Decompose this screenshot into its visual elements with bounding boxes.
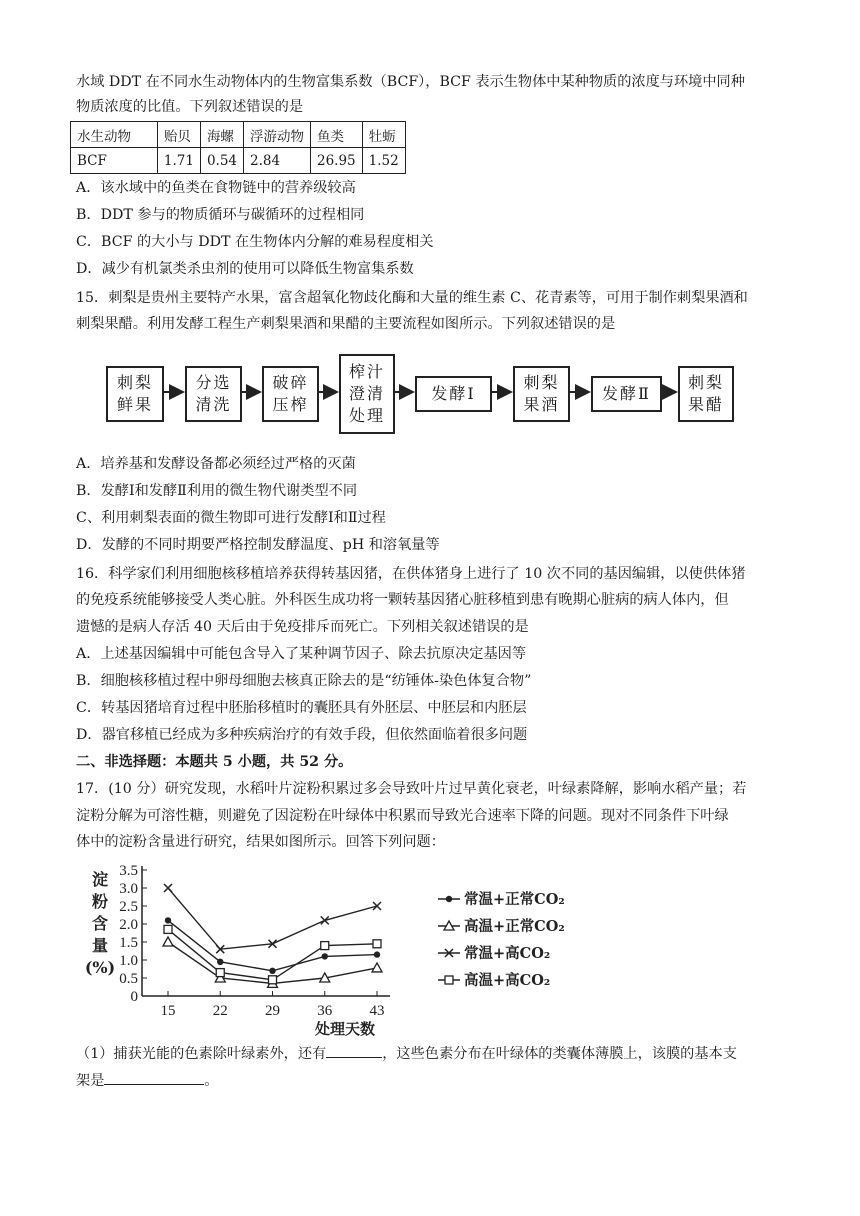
data-point-dot [374, 951, 380, 957]
data-point-dot [217, 959, 223, 965]
y-tick-label: 0.5 [119, 971, 138, 987]
data-point-dot [322, 953, 328, 959]
x-tick-label: 22 [212, 1003, 228, 1019]
table-header-row [71, 122, 406, 148]
q14-option-b: B．DDT 参与的物质循环与碳循环的过程相同 [76, 207, 365, 223]
flow-box-clarify: 榨汁 澄清 处理 [339, 354, 395, 434]
flow-box-fresh-fruit: 刺梨 鲜果 [106, 366, 164, 422]
legend-label: 高温+高CO₂ [464, 972, 551, 989]
legend-label: 常温+正常CO₂ [464, 891, 565, 908]
flow-box-sort-wash: 分选 清洗 [185, 366, 242, 422]
table-cell: 26.95 [311, 148, 363, 174]
data-point-triangle [372, 963, 382, 972]
table-header-cell: 鱼类 [311, 122, 363, 148]
table-cell: 0.54 [200, 148, 243, 174]
q15-option-c: C、利用刺梨表面的微生物即可进行发酵Ⅰ和Ⅱ过程 [76, 510, 386, 526]
bcf-table [70, 121, 406, 174]
table-header-cell: 贻贝 [157, 122, 200, 148]
data-point-triangle [163, 937, 173, 946]
table-cell: 2.84 [244, 148, 311, 174]
y-tick-label: 2.0 [119, 917, 138, 933]
y-axis-label: 含 [91, 914, 109, 933]
data-point-cross [321, 916, 329, 924]
data-point-cross [373, 902, 381, 910]
q15-option-b: B．发酵Ⅰ和发酵Ⅱ利用的微生物代谢类型不同 [76, 483, 358, 499]
q15-option-a: A．培养基和发酵设备都必须经过严格的灭菌 [76, 456, 356, 472]
q16-line3: 遗憾的是病人存活 40 天后由于免疫排斥而死亡。下列相关叙述错误的是 [76, 619, 529, 635]
section-heading: 二、非选择题：本题共 5 小题，共 52 分。 [76, 754, 353, 770]
x-tick-label: 36 [317, 1003, 333, 1019]
q17-line3: 体中的淀粉含量进行研究，结果如图所示。回答下列问题： [76, 834, 445, 850]
table-row [71, 148, 406, 174]
q16-option-c: C．转基因猪培育过程中胚胎移植时的囊胚具有外胚层、中胚层和内胚层 [76, 700, 527, 716]
q14-option-d: D．减少有机氯类杀虫剂的使用可以降低生物富集系数 [76, 261, 414, 277]
legend-label: 常温+高CO₂ [464, 945, 551, 962]
y-tick-label: 1.5 [119, 935, 138, 951]
table-header-cell: 浮游动物 [244, 122, 311, 148]
x-tick-label: 29 [265, 1003, 280, 1019]
data-point-dot [165, 917, 171, 923]
starch-content-chart [80, 855, 600, 1040]
q17-sub1-text1: （1）捕获光能的色素除叶绿素外，还有 [76, 1046, 327, 1062]
y-axis-label: 粉 [91, 892, 109, 911]
y-axis-label: 淀 [91, 870, 109, 889]
data-point-square [321, 942, 329, 950]
q14-intro-line1: 水域 DDT 在不同水生动物体内的生物富集系数（BCF），BCF 表示生物体中某种物质的浓度与环境中同种 [76, 74, 745, 90]
flow-box-fermentation-2: 发酵Ⅱ [591, 376, 662, 412]
q16-option-d: D．器官移植已经成为多种疾病治疗的有效手段，但依然面临着很多问题 [76, 727, 528, 743]
q17-sub1-text2: ，这些色素分布在叶绿体的类囊体薄膜上，该膜的基本支 [382, 1046, 737, 1062]
q17-sub1-text4: 。 [204, 1073, 219, 1089]
y-tick-label: 0 [130, 989, 138, 1005]
y-axis-label: 量 [91, 936, 109, 955]
q14-option-c: C．BCF 的大小与 DDT 在生物体内分解的难易程度相关 [76, 234, 434, 250]
flow-box-fermentation-1: 发酵Ⅰ [415, 376, 492, 412]
q17-line1: 17．(10 分）研究发现，水稻叶片淀粉积累过多会导致叶片过早黄化衰老，叶绿素降解，影响水稻产量；若 [76, 781, 747, 797]
table-cell: 1.71 [157, 148, 200, 174]
q16-option-b: B．细胞核移植过程中卵母细胞去核真正除去的是“纺锤体-染色体复合物” [76, 673, 532, 689]
q16-line2: 的免疫系统能够接受人类心脏。外科医生成功将一颗转基因猪心脏移植到患有晚期心脏病的病人体内，但 [76, 592, 729, 608]
q17-sub1-line1 [76, 1043, 737, 1064]
table-cell: BCF [71, 148, 158, 174]
y-tick-label: 1.0 [119, 953, 138, 969]
table-cell: 1.52 [362, 148, 405, 174]
q14-intro-line2: 物质浓度的比值。下列叙述错误的是 [76, 99, 304, 115]
q15-option-d: D．发酵的不同时期要严格控制发酵温度、pH 和溶氧量等 [76, 537, 440, 553]
answer-blank-1[interactable] [326, 1043, 382, 1058]
q14-option-a: A．该水域中的鱼类在食物链中的营养级较高 [76, 180, 356, 196]
y-tick-label: 2.5 [119, 899, 138, 915]
table-header-cell: 海螺 [200, 122, 243, 148]
q17-sub1-text3: 架是 [76, 1073, 105, 1089]
data-point-square [373, 940, 381, 948]
x-tick-label: 43 [369, 1003, 385, 1019]
y-tick-label: 3.5 [119, 863, 138, 879]
x-axis-label: 处理天数 [314, 1020, 376, 1038]
data-point-cross [164, 884, 172, 892]
q15-line1: 15．刺梨是贵州主要特产水果，富含超氧化物歧化酶和大量的维生素 C、花青素等，可用于制作刺梨果酒和 [76, 290, 748, 306]
table-header-cell: 牡蛎 [362, 122, 405, 148]
answer-blank-2[interactable] [104, 1070, 204, 1085]
legend-marker-dot [446, 896, 452, 902]
table-header-cell: 水生动物 [71, 122, 158, 148]
flow-box-fruit-vinegar: 刺梨 果醋 [678, 366, 734, 422]
q16-option-a: A．上述基因编辑中可能包含导入了某种调节因子、除去抗原决定基因等 [76, 646, 527, 662]
series-line-3 [168, 888, 377, 949]
y-axis-label: (%) [84, 958, 116, 977]
flow-box-fruit-wine: 刺梨 果酒 [513, 366, 570, 422]
data-point-square [269, 976, 277, 984]
q16-line1: 16．科学家们利用细胞核移植培养获得转基因猪，在供体猪身上进行了 10 次不同的基因编辑，以使供体猪 [76, 566, 746, 582]
q17-sub1-line2 [76, 1070, 219, 1091]
q15-line2: 刺梨果醋。利用发酵工程生产刺梨果酒和果醋的主要流程如图所示。下列叙述错误的是 [76, 316, 616, 332]
legend-marker-square [445, 976, 453, 984]
flow-box-crush-press: 破碎 压榨 [262, 366, 319, 422]
data-point-dot [269, 968, 275, 974]
x-tick-label: 15 [160, 1003, 176, 1019]
data-point-square [216, 969, 224, 977]
q17-line2: 淀粉分解为可溶性糖，则避免了因淀粉在叶绿体中积累而导致光合速率下降的问题。现对不同条件下叶绿 [76, 808, 729, 824]
data-point-square [164, 925, 172, 933]
legend-label: 高温+正常CO₂ [464, 918, 565, 935]
y-tick-label: 3.0 [119, 881, 138, 897]
